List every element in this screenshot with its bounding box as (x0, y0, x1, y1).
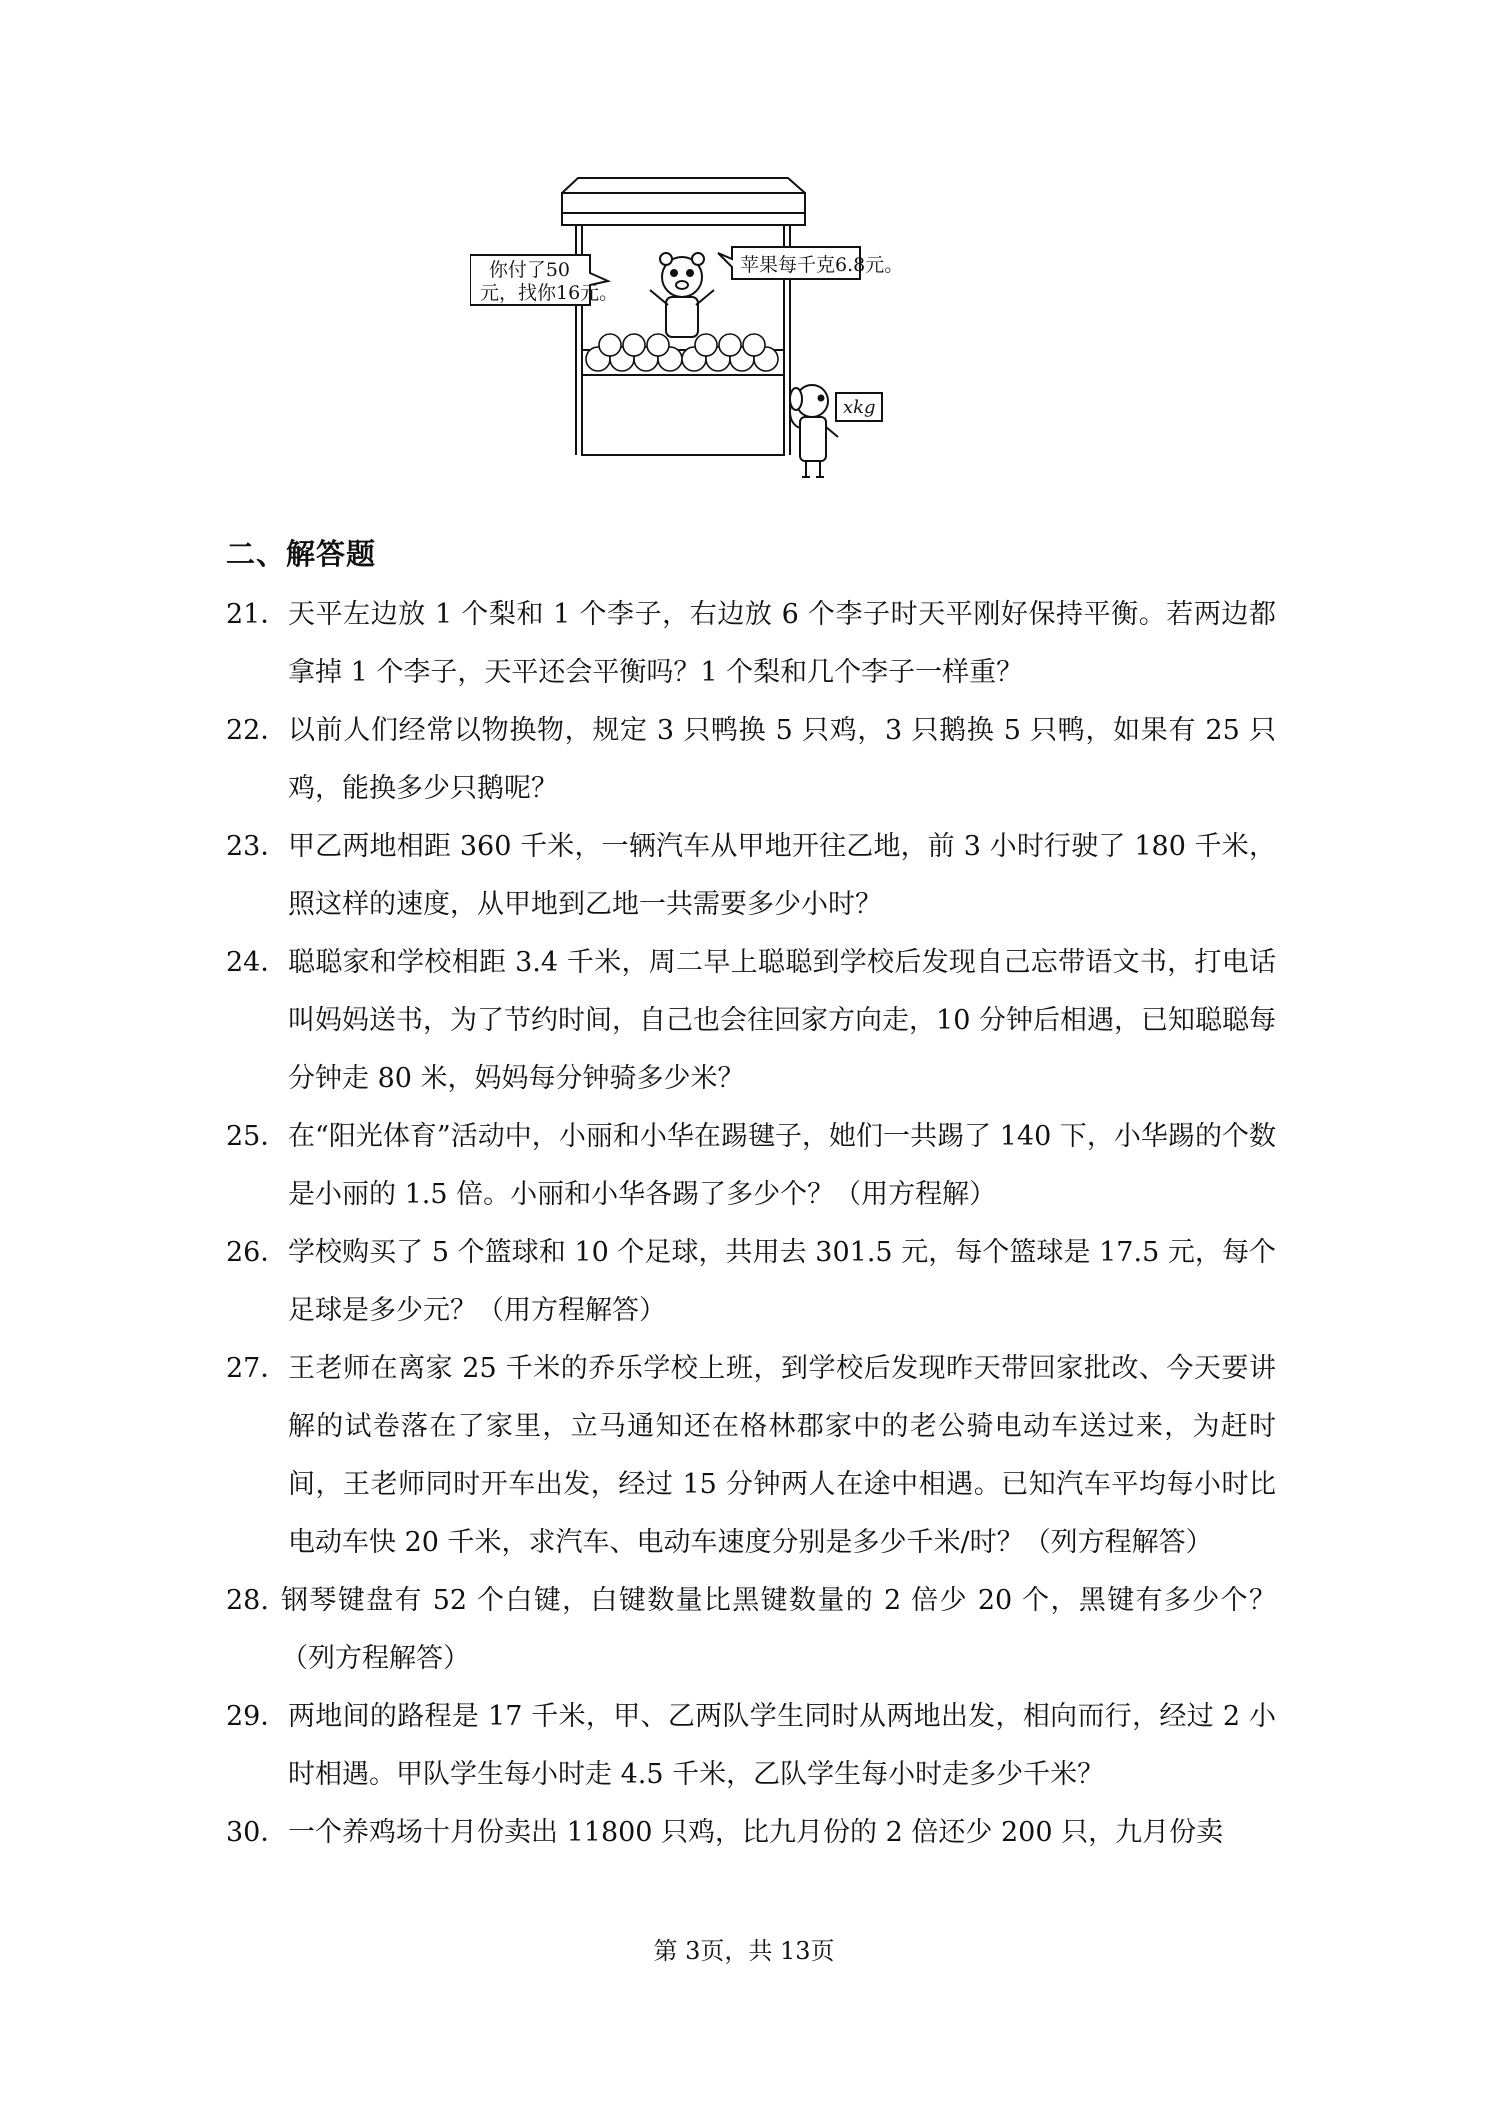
weight-sign-text: xkg (843, 397, 876, 418)
question-24 (226, 934, 1276, 1108)
question-text: 学校购买了 5 个篮球和 10 个足球，共用去 301.5 元，每个篮球是 17.5 元，每个足球是多少元？（用方程解答） (288, 1237, 1276, 1326)
question-25 (226, 1108, 1276, 1224)
question-text: 两地间的路程是 17 千米，甲、乙两队学生同时从两地出发，相向而行，经过 2 小时相遇。甲队学生每小时走 4.5 千米，乙队学生每小时走多少千米？ (288, 1701, 1276, 1790)
question-21 (226, 586, 1276, 702)
question-text: 王老师在离家 25 千米的乔乐学校上班，到学校后发现昨天带回家批改、今天要讲解的试卷落在了家里，立马通知还在格林郡家中的老公骑电动车送过来，为赶时间，王老师同时开车出发，经过 15 分钟两人在途中相遇。已知汽车平均每小时比电动车快 20 千米，求汽车、电动车速度分别是多少千米/时？（列方程解答） (288, 1353, 1276, 1558)
fruit-stall-illustration (470, 175, 1030, 495)
question-text: 天平左边放 1 个梨和 1 个李子，右边放 6 个李子时天平刚好保持平衡。若两边都拿掉 1 个李子，天平还会平衡吗？1 个梨和几个李子一样重？ (288, 599, 1276, 688)
question-27 (226, 1340, 1276, 1572)
question-28 (226, 1572, 1276, 1688)
speech-bubble-right (718, 247, 903, 279)
question-text: 甲乙两地相距 360 千米，一辆汽车从甲地开往乙地，前 3 小时行驶了 180 千米，照这样的速度，从甲地到乙地一共需要多少小时？ (288, 831, 1276, 920)
question-number: 22． (226, 715, 288, 746)
speech-bubble-left (470, 255, 618, 305)
question-list (226, 586, 1276, 1862)
bear-shopkeeper (650, 253, 714, 337)
question-text: 钢琴键盘有 52 个白键，白键数量比黑键数量的 2 倍少 20 个，黑键有多少个？（列方程解答） (281, 1585, 1276, 1674)
bubble-right-text: 苹果每千克6.8元。 (740, 254, 904, 276)
question-number: 27． (226, 1353, 288, 1384)
question-number: 23． (226, 831, 288, 862)
page-number-footer: 第 3页，共 13页 (653, 1937, 835, 1965)
bubble-left-line-1: 你付了50 (488, 259, 570, 281)
question-29 (226, 1688, 1276, 1804)
fruit-stall-drawing (470, 175, 1030, 495)
question-text: 一个养鸡场十月份卖出 11800 只鸡，比九月份的 2 倍还少 200 只，九月份卖 (288, 1817, 1224, 1848)
question-number: 24． (226, 947, 288, 978)
question-23 (226, 818, 1276, 934)
bubble-left-line-2: 元，找你16元。 (480, 282, 619, 304)
question-number: 26． (226, 1237, 288, 1268)
question-text: 聪聪家和学校相距 3.4 千米，周二早上聪聪到学校后发现自己忘带语文书，打电话叫妈妈送书，为了节约时间，自己也会往回家方向走，10 分钟后相遇，已知聪聪每分钟走 80 米，妈妈每分钟骑多少米？ (288, 947, 1276, 1094)
dog-customer (790, 385, 838, 477)
question-number: 21． (226, 599, 288, 630)
section-title: 二、解答题 (226, 537, 377, 571)
question-number: 30． (226, 1817, 288, 1848)
question-30 (226, 1804, 1276, 1862)
question-text: 以前人们经常以物换物，规定 3 只鸭换 5 只鸡，3 只鹅换 5 只鸭，如果有 25 只鸡，能换多少只鹅呢？ (288, 715, 1276, 804)
question-number: 25． (226, 1121, 288, 1152)
question-number: 28. (226, 1585, 269, 1616)
weight-sign (836, 393, 882, 421)
question-22 (226, 702, 1276, 818)
question-26 (226, 1224, 1276, 1340)
question-number: 29． (226, 1701, 288, 1732)
question-text: 在“阳光体育”活动中，小丽和小华在踢毽子，她们一共踢了 140 下，小华踢的个数是小丽的 1.5 倍。小丽和小华各踢了多少个？（用方程解） (288, 1121, 1276, 1210)
